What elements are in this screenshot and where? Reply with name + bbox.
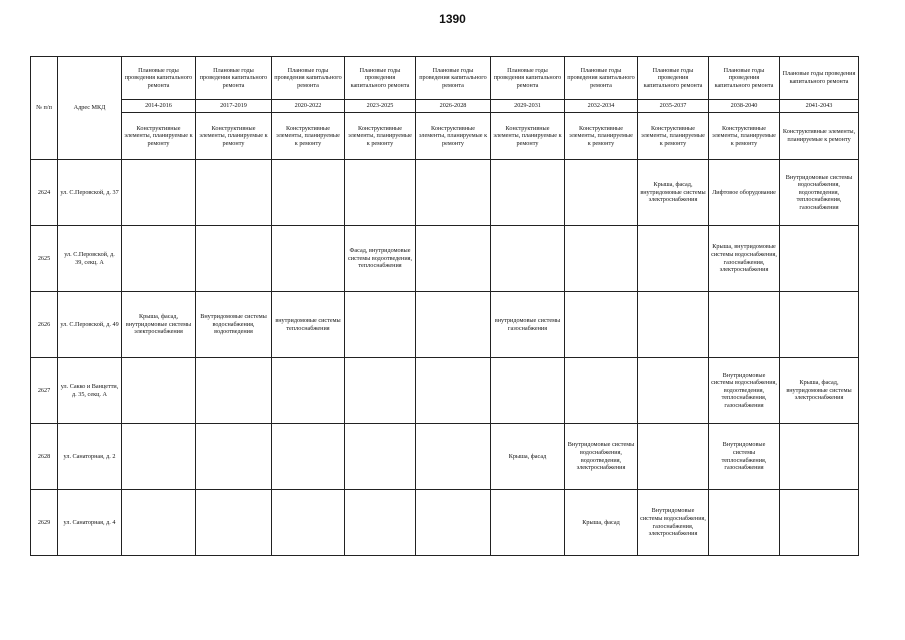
repair-cell <box>272 490 345 556</box>
table-row <box>31 358 859 424</box>
repair-cell <box>272 160 345 226</box>
row-number: 2624 <box>31 160 58 226</box>
repair-cell <box>638 358 709 424</box>
repair-cell <box>638 424 709 490</box>
elements-header: Конструктивные элементы, планируемые к ремонту <box>122 113 196 160</box>
period-title: Плановые годы проведения капитального ремонта <box>491 57 565 100</box>
repair-cell: Крыша, фасад <box>491 424 565 490</box>
row-address: ул. Санаторная, д. 2 <box>58 424 122 490</box>
period-years: 2014-2016 <box>122 100 196 113</box>
repair-cell <box>416 358 491 424</box>
repair-cell <box>196 226 272 292</box>
column-header-number: № п/п <box>31 57 58 160</box>
repair-cell <box>416 160 491 226</box>
repair-cell: внутридомовые системы газоснабжения <box>491 292 565 358</box>
period-title: Плановые годы проведения капитального ремонта <box>345 57 416 100</box>
table-row <box>31 292 859 358</box>
row-address: ул. Сакко и Ванцетти, д. 35, секц. А <box>58 358 122 424</box>
period-years: 2041-2043 <box>780 100 859 113</box>
repair-cell <box>780 424 859 490</box>
repair-cell: Фасад, внутридомовые системы водоотведения, теплоснабжения <box>345 226 416 292</box>
repair-cell: Внутридомовые системы водоснабжения, водоотведения, теплоснабжения, газоснабжения <box>780 160 859 226</box>
repair-cell <box>780 292 859 358</box>
repair-cell: Крыша, фасад, внутридомовые системы электроснабжения <box>780 358 859 424</box>
repair-cell: Внутридомовые системы теплоснабжения, газоснабжения <box>709 424 780 490</box>
repair-cell: Крыша, фасад, внутридомовые системы электроснабжения <box>638 160 709 226</box>
repair-cell <box>780 226 859 292</box>
repair-cell <box>709 292 780 358</box>
row-number: 2628 <box>31 424 58 490</box>
repair-cell <box>565 292 638 358</box>
repair-cell: Лифтовое оборудование <box>709 160 780 226</box>
elements-header: Конструктивные элементы, планируемые к ремонту <box>565 113 638 160</box>
repair-cell <box>345 358 416 424</box>
period-years: 2020-2022 <box>272 100 345 113</box>
row-address: ул. С.Перовской, д. 49 <box>58 292 122 358</box>
repair-cell <box>416 424 491 490</box>
elements-header: Конструктивные элементы, планируемые к ремонту <box>345 113 416 160</box>
repair-cell <box>345 160 416 226</box>
repair-cell <box>345 424 416 490</box>
repair-cell <box>196 490 272 556</box>
period-title: Плановые годы проведения капитального ремонта <box>196 57 272 100</box>
repair-cell: Крыша, фасад, внутридомовые системы электроснабжения <box>122 292 196 358</box>
elements-header: Конструктивные элементы, планируемые к ремонту <box>272 113 345 160</box>
table-row <box>31 226 859 292</box>
repair-cell: Внутридомовые системы водоснабжения, водоотведения, электроснабжения <box>565 424 638 490</box>
repair-cell: Крыша, внутридомовые системы водоснабжения, газоснабжения, электроснабжения <box>709 226 780 292</box>
period-years: 2017-2019 <box>196 100 272 113</box>
period-title: Плановые годы проведения капитального ремонта <box>638 57 709 100</box>
repair-cell <box>638 226 709 292</box>
repair-cell <box>416 490 491 556</box>
repair-cell <box>416 226 491 292</box>
elements-header: Конструктивные элементы, планируемые к ремонту <box>638 113 709 160</box>
period-years: 2023-2025 <box>345 100 416 113</box>
repair-cell <box>416 292 491 358</box>
repair-cell <box>272 358 345 424</box>
row-address: ул. С.Перовской, д. 37 <box>58 160 122 226</box>
repair-cell: Внутридомовые системы водоснабжения, водоотведения, теплоснабжения, газоснабжения <box>709 358 780 424</box>
repair-cell: внутридомовые системы теплоснабжения <box>272 292 345 358</box>
repair-cell <box>122 490 196 556</box>
repair-cell <box>565 160 638 226</box>
period-title: Плановые годы проведения капитального ремонта <box>272 57 345 100</box>
period-title: Плановые годы проведения капитального ремонта <box>122 57 196 100</box>
row-address: ул. Санаторная, д. 4 <box>58 490 122 556</box>
period-years: 2026-2028 <box>416 100 491 113</box>
header-row-elements <box>31 113 859 160</box>
elements-header: Конструктивные элементы, планируемые к ремонту <box>196 113 272 160</box>
repair-cell <box>122 424 196 490</box>
repair-cell <box>196 424 272 490</box>
period-title: Плановые годы проведения капитального ремонта <box>709 57 780 100</box>
repair-cell <box>565 358 638 424</box>
repair-cell <box>272 424 345 490</box>
table-row <box>31 424 859 490</box>
period-title: Плановые годы проведения капитального ремонта <box>780 57 859 100</box>
repair-cell <box>122 358 196 424</box>
repair-cell <box>780 490 859 556</box>
repair-cell <box>491 358 565 424</box>
elements-header: Конструктивные элементы, планируемые к ремонту <box>416 113 491 160</box>
page-number: 1390 <box>439 12 466 26</box>
repair-cell <box>122 160 196 226</box>
repair-cell: Внутридомовые системы водоснабжения, газоснабжения, электроснабжения <box>638 490 709 556</box>
elements-header: Конструктивные элементы, планируемые к ремонту <box>709 113 780 160</box>
row-number: 2625 <box>31 226 58 292</box>
row-number: 2627 <box>31 358 58 424</box>
capital-repair-table <box>30 56 859 556</box>
repair-cell: Внутридомовые системы водоснабжения, водоотведения <box>196 292 272 358</box>
repair-cell <box>709 490 780 556</box>
repair-cell <box>122 226 196 292</box>
period-years: 2038-2040 <box>709 100 780 113</box>
elements-header: Конструктивные элементы, планируемые к ремонту <box>780 113 859 160</box>
repair-cell: Крыша, фасад <box>565 490 638 556</box>
period-years: 2032-2034 <box>565 100 638 113</box>
repair-cell <box>272 226 345 292</box>
repair-cell <box>196 160 272 226</box>
column-header-address: Адрес МКД <box>58 57 122 160</box>
repair-cell <box>345 490 416 556</box>
row-address: ул. С.Перовской, д. 39, секц. А <box>58 226 122 292</box>
header-row-years <box>31 100 859 113</box>
repair-cell <box>491 226 565 292</box>
row-number: 2626 <box>31 292 58 358</box>
repair-cell <box>491 160 565 226</box>
period-years: 2029-2031 <box>491 100 565 113</box>
period-title: Плановые годы проведения капитального ремонта <box>416 57 491 100</box>
repair-cell <box>345 292 416 358</box>
period-title: Плановые годы проведения капитального ремонта <box>565 57 638 100</box>
period-years: 2035-2037 <box>638 100 709 113</box>
table-row <box>31 490 859 556</box>
repair-cell <box>638 292 709 358</box>
repair-cell <box>491 490 565 556</box>
table-row <box>31 160 859 226</box>
repair-cell <box>565 226 638 292</box>
row-number: 2629 <box>31 490 58 556</box>
header-row-titles <box>31 57 859 100</box>
repair-cell <box>196 358 272 424</box>
elements-header: Конструктивные элементы, планируемые к ремонту <box>491 113 565 160</box>
